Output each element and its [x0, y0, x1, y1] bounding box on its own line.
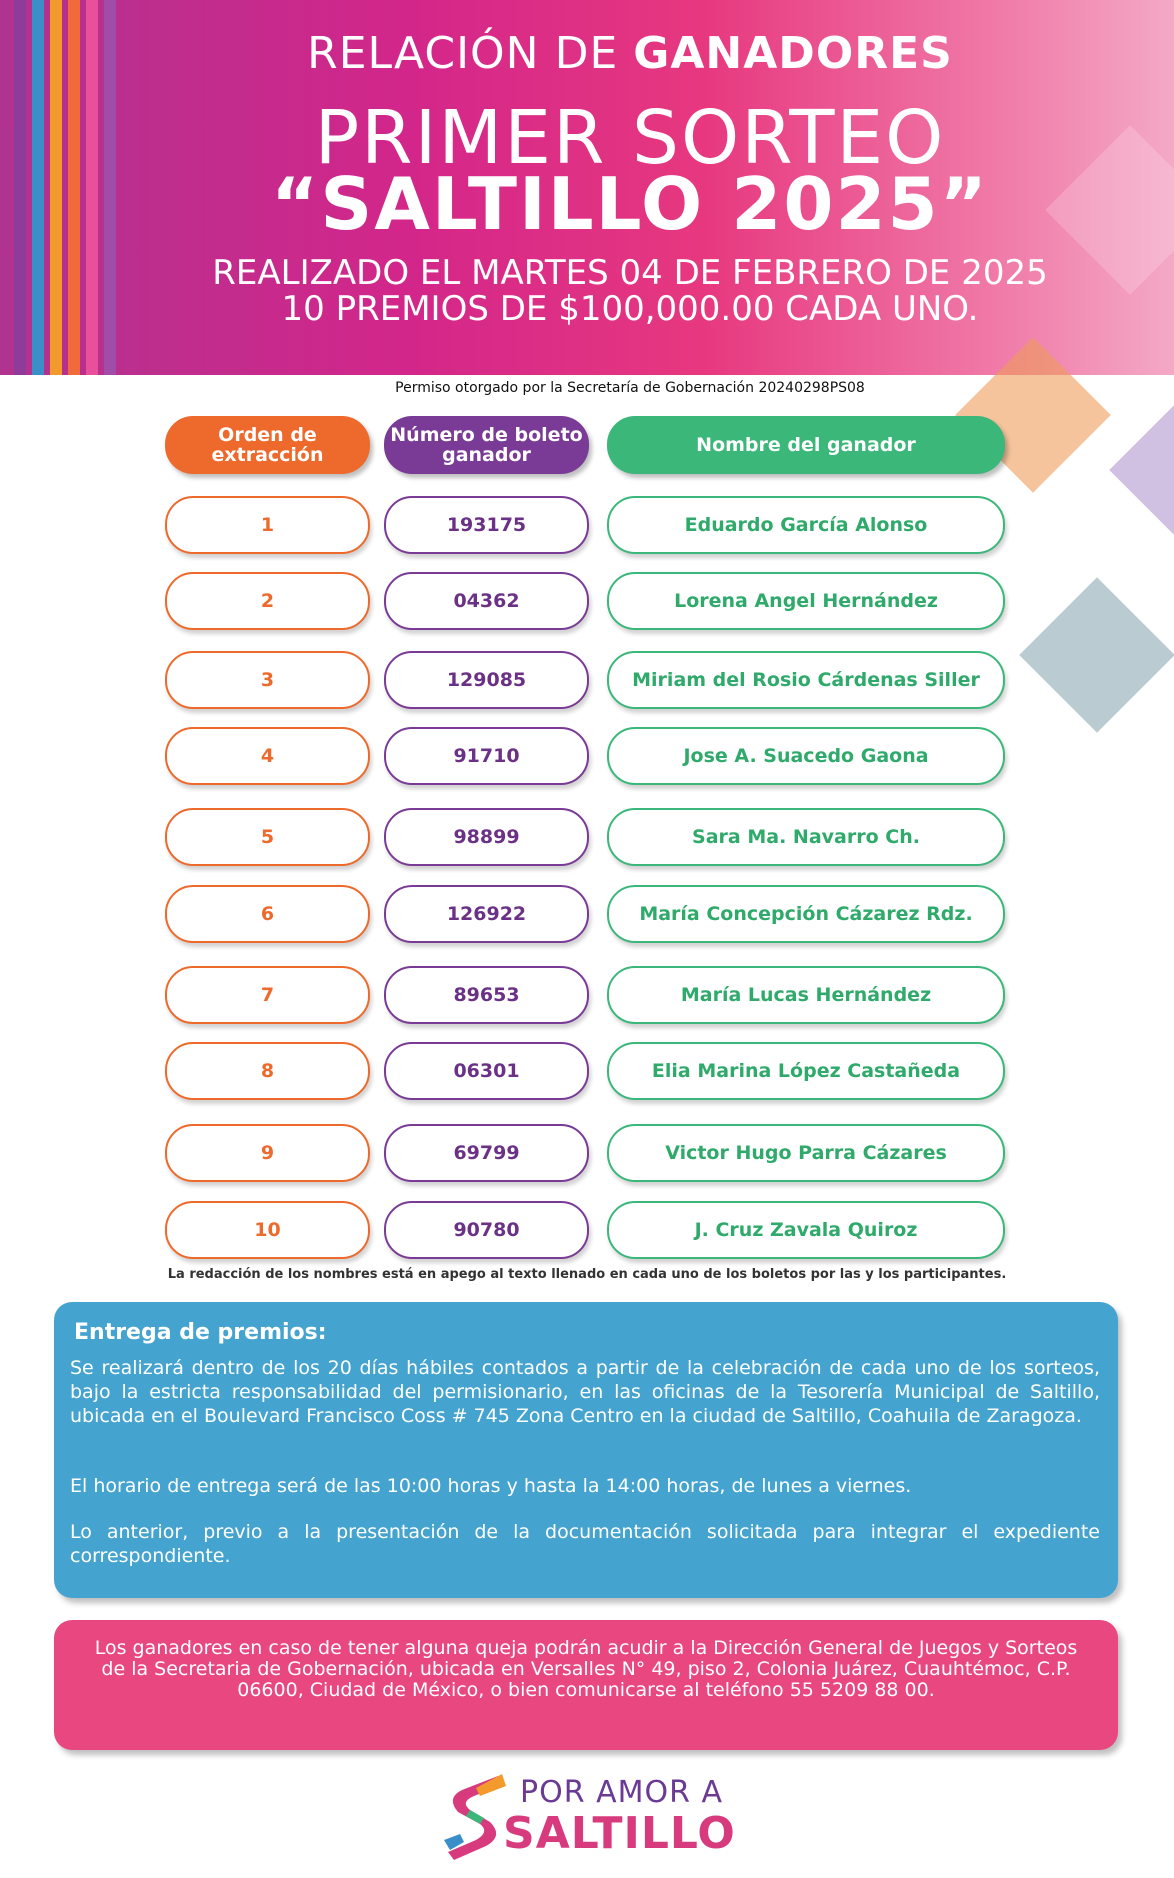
- ticket-cell: 89653: [384, 966, 589, 1024]
- header-prizes: 10 PREMIOS DE $100,000.00 CADA UNO.: [281, 289, 979, 329]
- logo-text-line2: SALTILLO: [503, 1808, 736, 1859]
- ticket-cell: 06301: [384, 1042, 589, 1100]
- winner-cell: Elia Marina López Castañeda: [607, 1042, 1005, 1100]
- delivery-schedule: El horario de entrega será de las 10:00 horas y hasta la 14:00 horas, de lunes a viernes.: [70, 1475, 912, 1497]
- order-cell: 7: [165, 966, 370, 1024]
- order-cell: 8: [165, 1042, 370, 1100]
- ticket-cell: 193175: [384, 496, 589, 554]
- winner-cell: Sara Ma. Navarro Ch.: [607, 808, 1005, 866]
- ticket-cell: 04362: [384, 572, 589, 630]
- order-cell: 6: [165, 885, 370, 943]
- decor-diamond: [1019, 577, 1174, 733]
- delivery-paragraph: Se realizará dentro de los 20 días hábiles contados a partir de la celebración de cada uno de los sorteos, bajo la estricta responsabilidad del permisionario, en las oficinas de la Tesorería Municipal de Saltillo, ubicada en el Boulevard Francisco Coss # 745 Zona Centro en la ciudad de Saltillo, Coahuila de Zaragoza.: [70, 1357, 1100, 1427]
- ticket-cell: 69799: [384, 1124, 589, 1182]
- delivery-info-box: [54, 1302, 1118, 1598]
- order-cell: 2: [165, 572, 370, 630]
- complaint-box: [54, 1620, 1118, 1750]
- order-cell: 10: [165, 1201, 370, 1259]
- order-cell: 3: [165, 651, 370, 709]
- ticket-cell: 129085: [384, 651, 589, 709]
- header-order: Orden de extracción: [165, 416, 370, 474]
- permit-text: Permiso otorgado por la Secretaría de Gobernación 20240298PS08: [395, 380, 865, 396]
- order-cell: 1: [165, 496, 370, 554]
- ticket-cell: 98899: [384, 808, 589, 866]
- names-note: La redacción de los nombres está en apego al texto llenado en cada uno de los boletos por las y los participantes.: [167, 1267, 1007, 1282]
- decor-diamond: [1109, 399, 1174, 540]
- winner-cell: Lorena Angel Hernández: [607, 572, 1005, 630]
- logo-s-mark-icon: [440, 1772, 510, 1862]
- logo-text-line1: POR AMOR A: [520, 1775, 724, 1810]
- header-event-name: “SALTILLO 2025”: [271, 162, 989, 246]
- header-banner: [0, 0, 1174, 375]
- winner-cell: María Concepción Cázarez Rdz.: [607, 885, 1005, 943]
- winner-cell: Victor Hugo Parra Cázares: [607, 1124, 1005, 1182]
- order-cell: 5: [165, 808, 370, 866]
- order-cell: 9: [165, 1124, 370, 1182]
- ticket-cell: 90780: [384, 1201, 589, 1259]
- order-cell: 4: [165, 727, 370, 785]
- winner-cell: Eduardo García Alonso: [607, 496, 1005, 554]
- winner-cell: María Lucas Hernández: [607, 966, 1005, 1024]
- winner-cell: J. Cruz Zavala Quiroz: [607, 1201, 1005, 1259]
- ticket-cell: 126922: [384, 885, 589, 943]
- ticket-cell: 91710: [384, 727, 589, 785]
- header-date: REALIZADO EL MARTES 04 DE FEBRERO DE 2025: [212, 253, 1048, 293]
- header-subtitle: PRIMER SORTEO: [314, 95, 946, 181]
- header-ticket-number: Número de boleto ganador: [384, 416, 589, 474]
- header-winner-name: Nombre del ganador: [607, 416, 1005, 474]
- delivery-title: Entrega de premios:: [74, 1320, 327, 1345]
- winner-cell: Miriam del Rosio Cárdenas Siller: [607, 651, 1005, 709]
- complaint-text: Los ganadores en caso de tener alguna queja podrán acudir a la Dirección General de Juegos y Sorteos de la Secretaria de Gobernación, ubicada en Versalles N° 49, piso 2, Colonia Juárez, Cuauhtémoc, C.P. 06600, Ciudad de México, o bien comunicarse al teléfono 55 5209 88 00.: [94, 1637, 1078, 1701]
- delivery-requirements: Lo anterior, previo a la presentación de la documentación solicitada para integrar el expediente correspondiente.: [70, 1521, 1100, 1567]
- winner-cell: Jose A. Suacedo Gaona: [607, 727, 1005, 785]
- header-title: RELACIÓN DE GANADORES: [307, 28, 953, 79]
